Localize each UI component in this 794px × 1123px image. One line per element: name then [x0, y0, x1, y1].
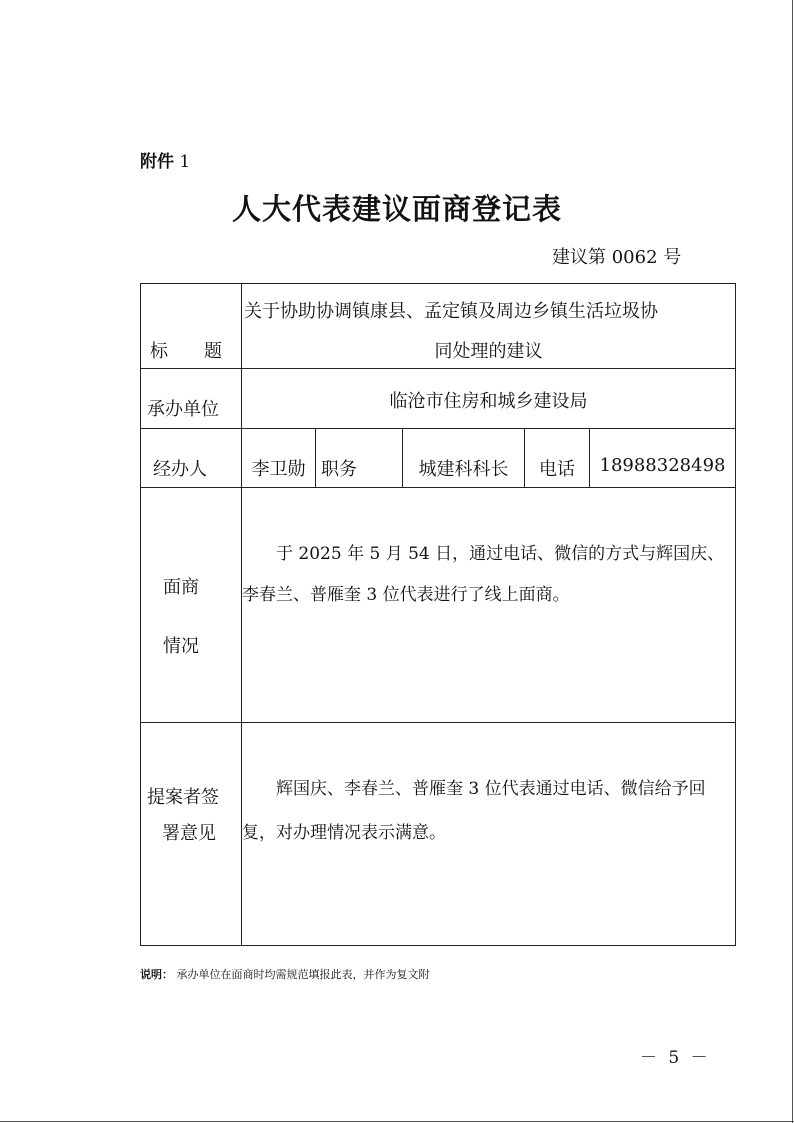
footnote [140, 966, 430, 982]
opinion-text-line1: 辉国庆、李春兰、普雁奎 3 位代表通过电话、微信给予回 [242, 779, 706, 799]
title-value-line2: 同处理的建议 [434, 341, 543, 362]
phone-value: 18988328498 [599, 455, 726, 476]
suggestion-number: 建议第 0062 号 [552, 247, 682, 268]
page-edge-right [792, 0, 793, 1123]
handler-name: 李卫勋 [251, 459, 306, 480]
unit-value: 临沧市住房和城乡建设局 [389, 391, 588, 412]
table-column-divider [241, 283, 242, 946]
table-column-divider [315, 428, 316, 487]
handler-label: 经办人 [153, 459, 207, 480]
meeting-text-line1: 于 2025 年 5 月 54 日，通过电话、微信的方式与辉国庆、 [242, 544, 725, 564]
table-border-right [735, 283, 736, 946]
meeting-label-line2: 情况 [163, 636, 199, 657]
footnote-text: 承办单位在面商时均需规范填报此表，并作为复文附 [176, 968, 430, 981]
table-row-divider [140, 487, 736, 488]
page-number: － 5 － [640, 1048, 711, 1068]
table-border-left [140, 283, 141, 946]
table-row-divider [140, 722, 736, 723]
page-edge-bottom [0, 1121, 794, 1122]
document-title: 人大代表建议面商登记表 [231, 192, 562, 226]
title-value-line1: 关于协助协调镇康县、孟定镇及周边乡镇生活垃圾协 [244, 301, 658, 322]
table-row-divider [140, 428, 736, 429]
opinion-label-line1: 提案者签 [147, 787, 219, 808]
meeting-text-line2: 李春兰、普雁奎 3 位代表进行了线上面商。 [242, 585, 570, 605]
unit-label: 承办单位 [147, 399, 219, 420]
position-label: 职务 [321, 459, 357, 480]
meeting-label-line1: 面商 [163, 577, 199, 598]
footnote-label: 说明： [140, 968, 173, 981]
table-row-divider [140, 368, 736, 369]
table-border-bottom [140, 945, 736, 946]
opinion-label-line2: 署意见 [162, 823, 216, 844]
opinion-text-line2: 复，对办理情况表示满意。 [242, 823, 446, 843]
table-border-top [140, 283, 736, 284]
attachment-label-number: 1 [179, 152, 191, 172]
position-value: 城建科科长 [418, 459, 509, 480]
attachment-label-text: 附件 [140, 152, 174, 172]
phone-label: 电话 [539, 459, 575, 480]
registration-table [140, 283, 736, 946]
title-label: 标 题 [150, 341, 222, 362]
attachment-label [140, 147, 190, 172]
